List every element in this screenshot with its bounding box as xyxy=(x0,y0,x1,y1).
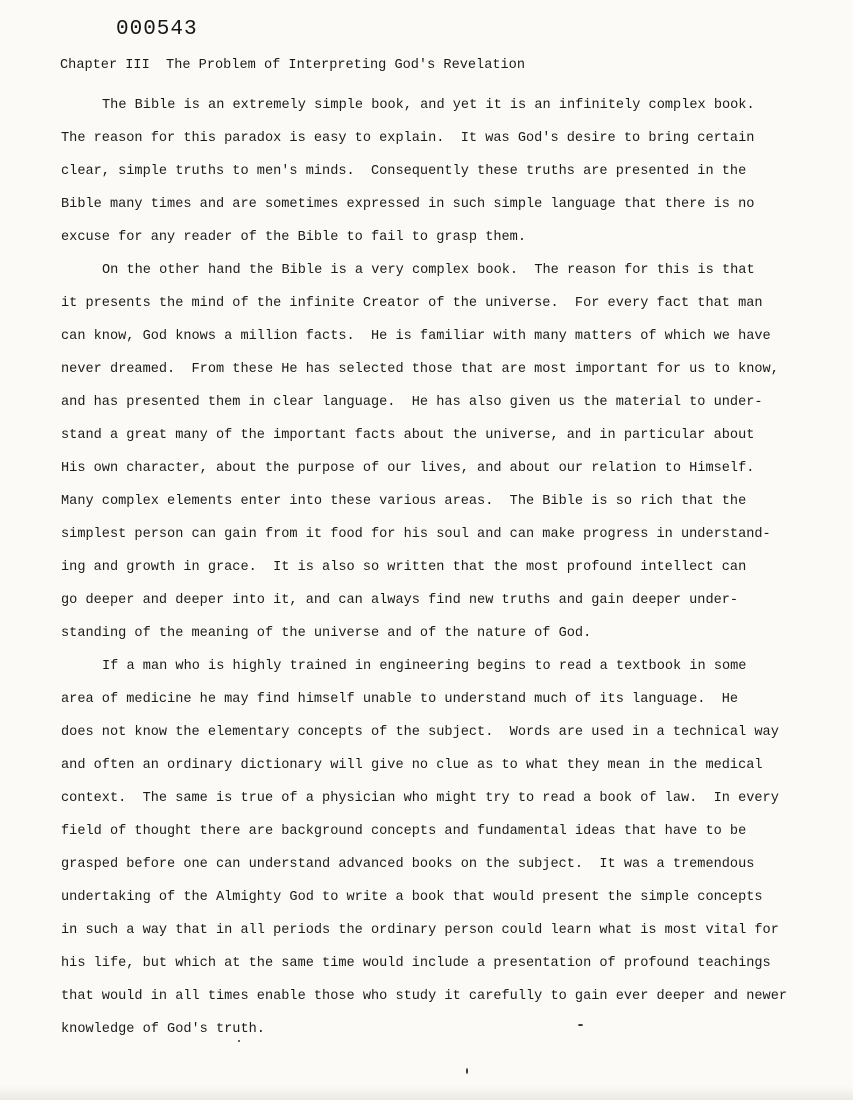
text-line: grasped before one can understand advanced books on the subject. It was a tremendous xyxy=(61,857,755,872)
paragraph-3 xyxy=(61,650,821,1046)
text-line: context. The same is true of a physician who might try to read a book of law. In every xyxy=(61,791,779,806)
text-line: knowledge of God's truth. xyxy=(61,1022,265,1037)
text-line: On the other hand the Bible is a very complex book. The reason for this is that xyxy=(102,263,755,278)
body-text xyxy=(61,89,821,1046)
text-line: does not know the elementary concepts of the subject. Words are used in a technical way xyxy=(61,725,779,740)
text-line: standing of the meaning of the universe and of the nature of God. xyxy=(61,626,592,641)
text-line: in such a way that in all periods the ordinary person could learn what is most vital for xyxy=(61,923,779,938)
text-line: Many complex elements enter into these various areas. The Bible is so rich that the xyxy=(61,494,747,509)
scan-speck xyxy=(578,1024,583,1026)
text-line: The reason for this paradox is easy to explain. It was God's desire to bring certain xyxy=(61,131,755,146)
text-line: If a man who is highly trained in engineering begins to read a textbook in some xyxy=(102,659,747,674)
scan-edge-shadow xyxy=(0,1086,853,1100)
text-line: undertaking of the Almighty God to write a book that would present the simple concepts xyxy=(61,890,763,905)
text-line: simplest person can gain from it food for his soul and can make progress in understand- xyxy=(61,527,771,542)
text-line: Bible many times and are sometimes expressed in such simple language that there is no xyxy=(61,197,755,212)
text-line: ing and growth in grace. It is also so written that the most profound intellect can xyxy=(61,560,747,575)
text-line: and often an ordinary dictionary will give no clue as to what they mean in the medical xyxy=(61,758,763,773)
text-line: field of thought there are background concepts and fundamental ideas that have to be xyxy=(61,824,747,839)
text-line: never dreamed. From these He has selected those that are most important for us to know, xyxy=(61,362,779,377)
text-line: area of medicine he may find himself unable to understand much of its language. He xyxy=(61,692,739,707)
scan-speck xyxy=(238,1040,240,1042)
text-line: it presents the mind of the infinite Creator of the universe. For every fact that man xyxy=(61,296,763,311)
text-line: The Bible is an extremely simple book, and yet it is an infinitely complex book. xyxy=(102,98,755,113)
text-line: that would in all times enable those who study it carefully to gain ever deeper and newer xyxy=(61,989,788,1004)
text-line: clear, simple truths to men's minds. Consequently these truths are presented in the xyxy=(61,164,747,179)
text-line: can know, God knows a million facts. He is familiar with many matters of which we have xyxy=(61,329,771,344)
text-line: excuse for any reader of the Bible to fail to grasp them. xyxy=(61,230,526,245)
text-line: and has presented them in clear language. He has also given us the material to under- xyxy=(61,395,763,410)
scan-speck xyxy=(466,1068,468,1074)
paragraph-1 xyxy=(61,89,821,254)
text-line: His own character, about the purpose of our lives, and about our relation to Himself. xyxy=(61,461,755,476)
text-line: his life, but which at the same time would include a presentation of profound teachings xyxy=(61,956,771,971)
text-line: go deeper and deeper into it, and can always find new truths and gain deeper under- xyxy=(61,593,739,608)
text-line: stand a great many of the important facts about the universe, and in particular about xyxy=(61,428,755,443)
page-number: 000543 xyxy=(116,18,198,41)
chapter-title: Chapter III The Problem of Interpreting God's Revelation xyxy=(60,58,525,73)
paragraph-2 xyxy=(61,254,821,650)
